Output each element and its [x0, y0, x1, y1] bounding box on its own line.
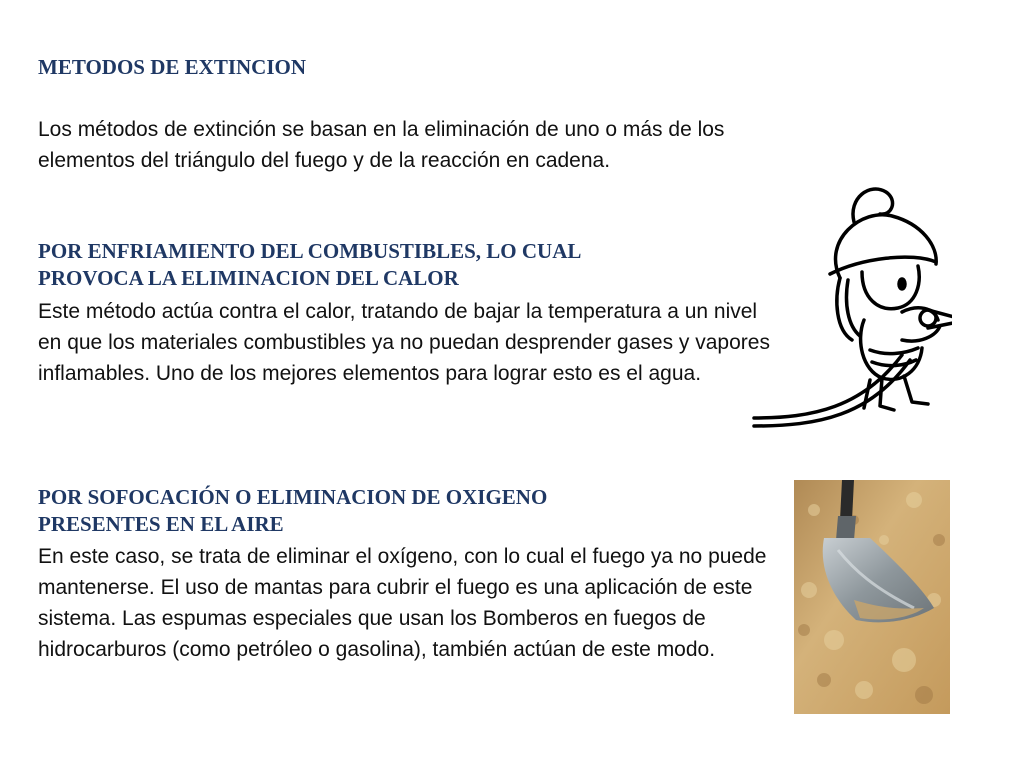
section-cooling-body: Este método actúa contra el calor, tratando de bajar la temperatura a un nivel en que los materiales combustibles ya no puedan desprender gases y vapores inflamables. Uno de los mejores elementos para lograr esto es el agua.	[38, 300, 770, 385]
section-smothering-heading	[38, 484, 758, 538]
firefighter-illustration-icon	[752, 180, 952, 428]
section-cooling-heading	[38, 238, 758, 292]
section-cooling-heading-line-1: POR ENFRIAMIENTO DEL COMBUSTIBLES, LO CUAL	[38, 239, 582, 263]
shovel-in-sand-icon	[794, 480, 950, 714]
section-smothering-body: En este caso, se trata de eliminar el oxígeno, con lo cual el fuego ya no puede mantenerse. El uso de mantas para cubrir el fuego es una aplicación de este sistema. Las espumas especiales que usan los Bomberos en fuegos de hidrocarburos (como petróleo o gasolina), también actúan de este modo.	[38, 545, 767, 661]
section-cooling-heading-line-2: PROVOCA LA ELIMINACION DEL CALOR	[38, 266, 459, 290]
intro-paragraph: Los métodos de extinción se basan en la eliminación de uno o más de los elementos del triángulo del fuego y de la reacción en cadena.	[38, 118, 725, 172]
section-smothering-heading-line-2: PRESENTES EN EL AIRE	[38, 512, 284, 536]
section-smothering-heading-line-1: POR SOFOCACIÓN O ELIMINACION DE OXIGENO	[38, 485, 548, 509]
slide-title: METODOS DE EXTINCION	[38, 55, 306, 79]
